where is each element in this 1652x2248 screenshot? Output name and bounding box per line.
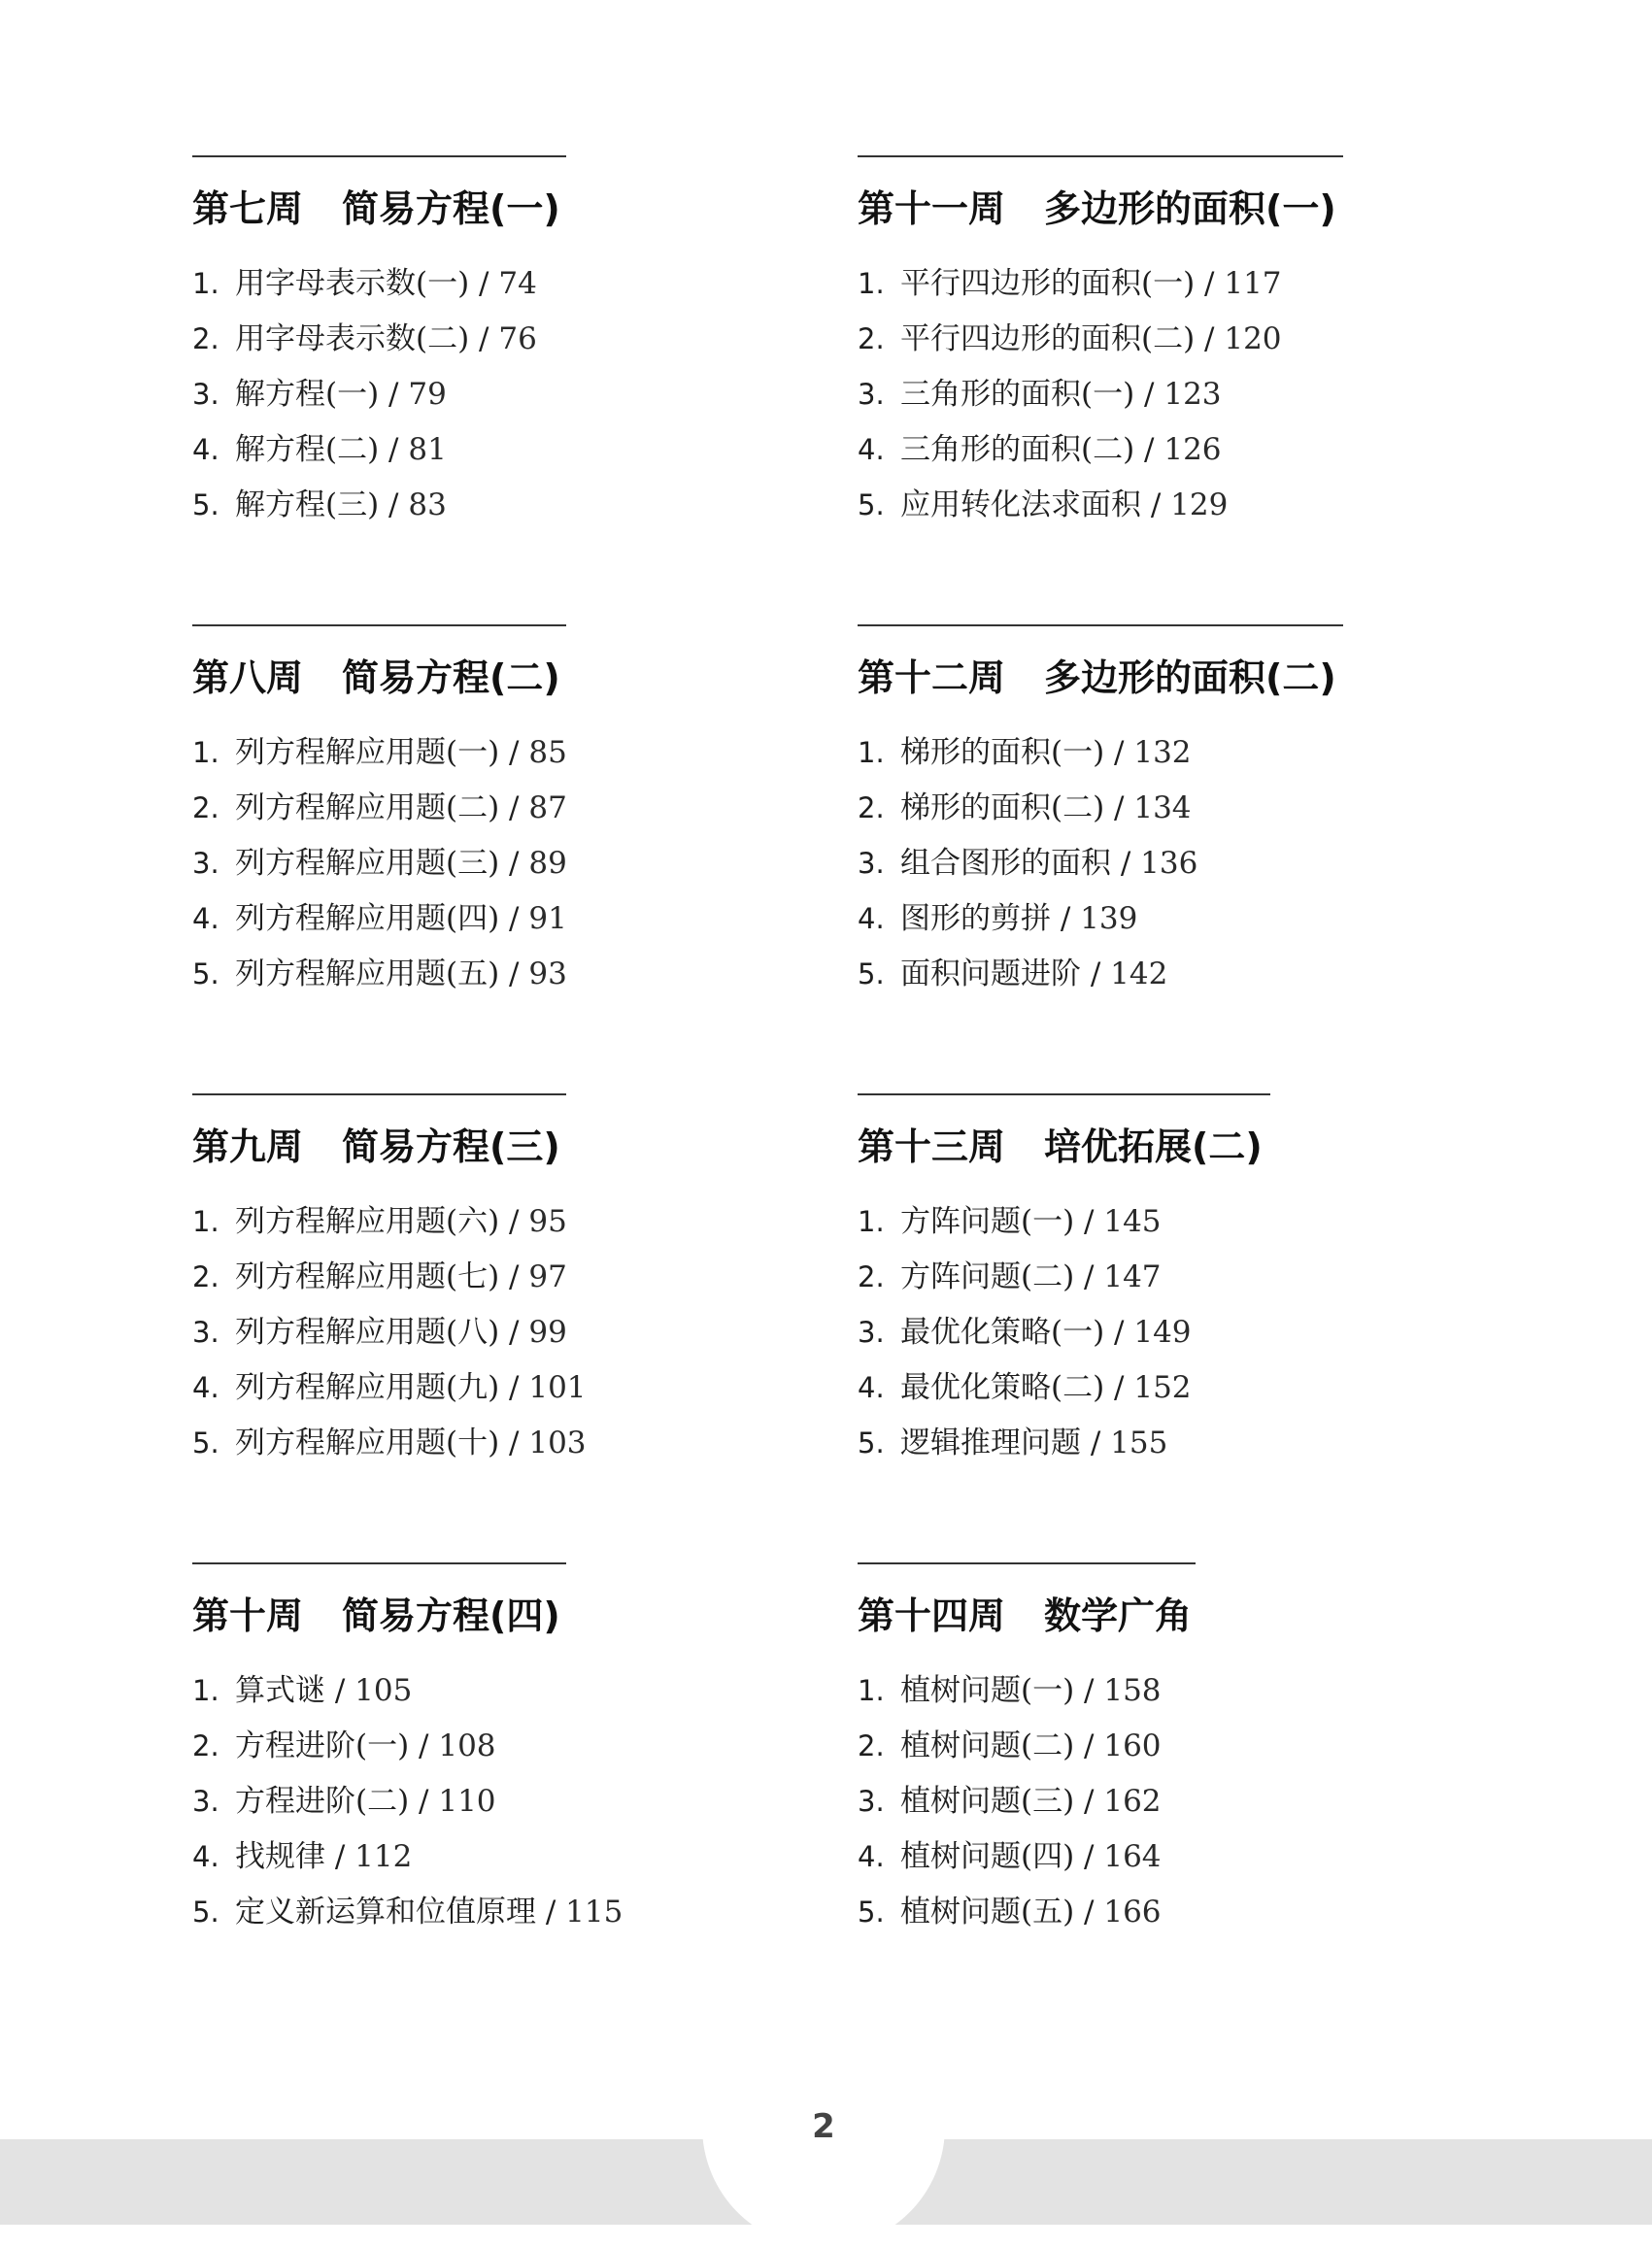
toc-list bbox=[858, 725, 1343, 1002]
entry-separator: / bbox=[1074, 1784, 1104, 1819]
entry-separator: / bbox=[1081, 1426, 1111, 1460]
entry-page: 117 bbox=[1224, 266, 1282, 301]
toc-list bbox=[858, 1663, 1196, 1940]
toc-entry bbox=[858, 1774, 1196, 1829]
toc-list bbox=[192, 725, 567, 1002]
toc-entry bbox=[858, 1885, 1196, 1940]
entry-page: 134 bbox=[1133, 790, 1192, 825]
entry-page: 158 bbox=[1103, 1673, 1162, 1708]
entry-number: 2. bbox=[858, 1260, 885, 1293]
entry-page: 160 bbox=[1103, 1728, 1162, 1763]
week-label: 第七周 bbox=[192, 187, 304, 230]
entry-title: 定义新运算和位值原理 bbox=[235, 1895, 536, 1929]
section-heading bbox=[858, 186, 1343, 231]
entry-page: 112 bbox=[354, 1839, 413, 1874]
toc-list bbox=[192, 1194, 587, 1471]
entry-page: 164 bbox=[1103, 1839, 1162, 1874]
entry-title: 逻辑推理问题 bbox=[900, 1426, 1081, 1460]
toc-entry bbox=[858, 1250, 1270, 1305]
entry-title: 列方程解应用题(八) bbox=[235, 1315, 500, 1350]
entry-separator: / bbox=[379, 377, 409, 412]
entry-page: 139 bbox=[1080, 901, 1138, 936]
entry-page: 115 bbox=[565, 1895, 624, 1929]
entry-title: 方程进阶(二) bbox=[235, 1784, 410, 1819]
entry-title: 梯形的面积(一) bbox=[900, 735, 1105, 770]
entry-title: 方程进阶(一) bbox=[235, 1728, 410, 1763]
entry-separator: / bbox=[1104, 735, 1134, 770]
entry-separator: / bbox=[1081, 956, 1111, 991]
entry-page: 145 bbox=[1103, 1204, 1162, 1239]
section-rule bbox=[858, 1562, 1196, 1564]
entry-number: 4. bbox=[192, 433, 219, 466]
section-title: 简易方程(三) bbox=[342, 1125, 560, 1168]
entry-page: 108 bbox=[438, 1728, 496, 1763]
entry-number: 4. bbox=[192, 1840, 219, 1873]
entry-separator: / bbox=[499, 956, 529, 991]
toc-section bbox=[192, 1093, 587, 1471]
toc-entry bbox=[192, 947, 567, 1002]
entry-page: 166 bbox=[1103, 1895, 1162, 1929]
entry-title: 三角形的面积(一) bbox=[900, 377, 1135, 412]
entry-separator: / bbox=[1074, 1839, 1104, 1874]
week-label: 第八周 bbox=[192, 656, 304, 699]
entry-number: 3. bbox=[858, 378, 885, 411]
toc-entry bbox=[192, 1663, 623, 1719]
toc-entry bbox=[192, 478, 566, 533]
entry-page: 97 bbox=[528, 1259, 567, 1294]
entry-number: 4. bbox=[192, 1371, 219, 1404]
entry-page: 85 bbox=[528, 735, 567, 770]
entry-page: 129 bbox=[1170, 487, 1229, 522]
toc-entry bbox=[192, 367, 566, 422]
entry-number: 5. bbox=[192, 957, 219, 990]
entry-number: 3. bbox=[858, 847, 885, 880]
entry-title: 面积问题进阶 bbox=[900, 956, 1081, 991]
entry-separator: / bbox=[1074, 1895, 1104, 1929]
entry-title: 梯形的面积(二) bbox=[900, 790, 1105, 825]
entry-number: 4. bbox=[858, 902, 885, 935]
entry-number: 1. bbox=[192, 1205, 219, 1238]
entry-number: 1. bbox=[858, 736, 885, 769]
entry-number: 4. bbox=[858, 1840, 885, 1873]
entry-number: 3. bbox=[192, 378, 219, 411]
entry-number: 3. bbox=[192, 1785, 219, 1818]
entry-page: 89 bbox=[528, 846, 567, 881]
entry-separator: / bbox=[1104, 1370, 1134, 1405]
entry-separator: / bbox=[499, 735, 529, 770]
entry-title: 方阵问题(二) bbox=[900, 1259, 1075, 1294]
toc-entry bbox=[858, 1416, 1270, 1471]
entry-separator: / bbox=[1134, 432, 1164, 467]
entry-separator: / bbox=[499, 1426, 529, 1460]
entry-title: 列方程解应用题(四) bbox=[235, 901, 500, 936]
entry-title: 找规律 bbox=[235, 1839, 325, 1874]
entry-page: 136 bbox=[1140, 846, 1198, 881]
toc-entry bbox=[192, 1194, 587, 1250]
entry-separator: / bbox=[409, 1784, 439, 1819]
entry-title: 解方程(三) bbox=[235, 487, 380, 522]
entry-page: 105 bbox=[354, 1673, 413, 1708]
entry-number: 3. bbox=[192, 1316, 219, 1349]
page-number: 2 bbox=[812, 2107, 835, 2146]
entry-page: 162 bbox=[1103, 1784, 1162, 1819]
entry-separator: / bbox=[536, 1895, 566, 1929]
section-rule bbox=[192, 624, 566, 626]
entry-separator: / bbox=[1074, 1259, 1104, 1294]
entry-separator: / bbox=[499, 790, 529, 825]
entry-title: 组合图形的面积 bbox=[900, 846, 1111, 881]
toc-entry bbox=[192, 781, 567, 836]
entry-page: 110 bbox=[438, 1784, 496, 1819]
entry-separator: / bbox=[1104, 790, 1134, 825]
entry-title: 列方程解应用题(七) bbox=[235, 1259, 500, 1294]
entry-title: 列方程解应用题(五) bbox=[235, 956, 500, 991]
entry-number: 1. bbox=[192, 1674, 219, 1707]
toc-entry bbox=[858, 312, 1343, 367]
toc-section bbox=[192, 1562, 623, 1940]
section-title: 简易方程(四) bbox=[342, 1594, 560, 1637]
entry-separator: / bbox=[1195, 266, 1225, 301]
entry-page: 93 bbox=[528, 956, 567, 991]
toc-section bbox=[858, 1562, 1196, 1940]
toc-entry bbox=[192, 1774, 623, 1829]
entry-page: 91 bbox=[528, 901, 567, 936]
section-title: 培优拓展(二) bbox=[1044, 1125, 1263, 1168]
entry-separator: / bbox=[469, 321, 499, 356]
toc-list bbox=[192, 1663, 623, 1940]
entry-separator: / bbox=[1074, 1728, 1104, 1763]
entry-separator: / bbox=[499, 846, 529, 881]
entry-title: 列方程解应用题(一) bbox=[235, 735, 500, 770]
entry-separator: / bbox=[499, 1370, 529, 1405]
toc-entry bbox=[858, 1719, 1196, 1774]
entry-title: 列方程解应用题(九) bbox=[235, 1370, 500, 1405]
entry-page: 155 bbox=[1110, 1426, 1168, 1460]
entry-number: 5. bbox=[192, 1896, 219, 1929]
toc-entry bbox=[858, 781, 1343, 836]
entry-page: 87 bbox=[528, 790, 567, 825]
section-rule bbox=[858, 1093, 1270, 1095]
entry-number: 2. bbox=[858, 1729, 885, 1762]
toc-entry bbox=[858, 1829, 1196, 1885]
toc-list bbox=[192, 256, 566, 533]
toc-entry bbox=[192, 891, 567, 947]
week-label: 第十二周 bbox=[858, 656, 1006, 699]
entry-number: 3. bbox=[858, 1785, 885, 1818]
entry-page: 81 bbox=[408, 432, 447, 467]
section-heading bbox=[858, 1594, 1196, 1638]
entry-number: 5. bbox=[192, 1426, 219, 1460]
week-label: 第九周 bbox=[192, 1125, 304, 1168]
toc-section bbox=[192, 155, 566, 533]
section-heading bbox=[192, 1594, 623, 1638]
entry-title: 植树问题(四) bbox=[900, 1839, 1075, 1874]
entry-number: 5. bbox=[858, 488, 885, 521]
entry-page: 142 bbox=[1110, 956, 1168, 991]
entry-title: 三角形的面积(二) bbox=[900, 432, 1135, 467]
entry-separator: / bbox=[1051, 901, 1081, 936]
entry-separator: / bbox=[325, 1839, 355, 1874]
entry-title: 植树问题(五) bbox=[900, 1895, 1075, 1929]
toc-entry bbox=[858, 891, 1343, 947]
entry-number: 2. bbox=[192, 322, 219, 355]
entry-title: 平行四边形的面积(一) bbox=[900, 266, 1196, 301]
entry-page: 132 bbox=[1133, 735, 1192, 770]
toc-list bbox=[858, 1194, 1270, 1471]
section-heading bbox=[192, 1124, 587, 1169]
toc-entry bbox=[858, 725, 1343, 781]
entry-title: 列方程解应用题(十) bbox=[235, 1426, 500, 1460]
entry-title: 算式谜 bbox=[235, 1673, 325, 1708]
section-heading bbox=[192, 655, 567, 700]
section-title: 简易方程(二) bbox=[342, 656, 560, 699]
entry-number: 2. bbox=[192, 1729, 219, 1762]
entry-number: 3. bbox=[192, 847, 219, 880]
entry-title: 列方程解应用题(三) bbox=[235, 846, 500, 881]
week-label: 第十一周 bbox=[858, 187, 1006, 230]
entry-separator: / bbox=[1141, 487, 1171, 522]
entry-number: 2. bbox=[192, 791, 219, 824]
toc-entry bbox=[192, 725, 567, 781]
toc-entry bbox=[192, 1719, 623, 1774]
entry-title: 最优化策略(一) bbox=[900, 1315, 1105, 1350]
entry-title: 植树问题(一) bbox=[900, 1673, 1075, 1708]
entry-page: 76 bbox=[498, 321, 537, 356]
entry-page: 120 bbox=[1224, 321, 1282, 356]
entry-page: 103 bbox=[528, 1426, 587, 1460]
entry-separator: / bbox=[409, 1728, 439, 1763]
entry-separator: / bbox=[1074, 1673, 1104, 1708]
toc-entry bbox=[192, 836, 567, 891]
toc-entry bbox=[192, 1305, 587, 1360]
entry-number: 4. bbox=[858, 1371, 885, 1404]
entry-title: 图形的剪拼 bbox=[900, 901, 1051, 936]
week-label: 第十周 bbox=[192, 1594, 304, 1637]
entry-title: 列方程解应用题(二) bbox=[235, 790, 500, 825]
entry-page: 83 bbox=[408, 487, 447, 522]
entry-separator: / bbox=[325, 1673, 355, 1708]
toc-entry bbox=[858, 947, 1343, 1002]
toc-entry bbox=[192, 1829, 623, 1885]
entry-page: 95 bbox=[528, 1204, 567, 1239]
toc-entry bbox=[858, 422, 1343, 478]
entry-title: 植树问题(三) bbox=[900, 1784, 1075, 1819]
toc-entry bbox=[192, 256, 566, 312]
toc-entry bbox=[192, 1360, 587, 1416]
entry-number: 1. bbox=[858, 1674, 885, 1707]
entry-separator: / bbox=[1111, 846, 1141, 881]
entry-separator: / bbox=[499, 901, 529, 936]
entry-separator: / bbox=[499, 1204, 529, 1239]
section-title: 简易方程(一) bbox=[342, 187, 560, 230]
entry-number: 2. bbox=[858, 322, 885, 355]
entry-title: 方阵问题(一) bbox=[900, 1204, 1075, 1239]
toc-entry bbox=[858, 1360, 1270, 1416]
entry-separator: / bbox=[379, 432, 409, 467]
section-heading bbox=[858, 655, 1343, 700]
toc-entry bbox=[858, 836, 1343, 891]
entry-number: 2. bbox=[192, 1260, 219, 1293]
toc-entry bbox=[192, 1885, 623, 1940]
entry-page: 147 bbox=[1103, 1259, 1162, 1294]
entry-number: 2. bbox=[858, 791, 885, 824]
entry-number: 5. bbox=[858, 1426, 885, 1460]
entry-number: 1. bbox=[858, 1205, 885, 1238]
section-title: 数学广角 bbox=[1044, 1594, 1193, 1637]
entry-separator: / bbox=[1134, 377, 1164, 412]
section-heading bbox=[858, 1124, 1270, 1169]
toc-section bbox=[858, 1093, 1270, 1471]
entry-page: 126 bbox=[1163, 432, 1222, 467]
entry-number: 1. bbox=[858, 267, 885, 300]
entry-page: 99 bbox=[528, 1315, 567, 1350]
section-rule bbox=[192, 155, 566, 157]
entry-title: 植树问题(二) bbox=[900, 1728, 1075, 1763]
entry-number: 3. bbox=[858, 1316, 885, 1349]
week-label: 第十四周 bbox=[858, 1594, 1006, 1637]
toc-entry bbox=[858, 1305, 1270, 1360]
toc-section bbox=[858, 624, 1343, 1002]
entry-page: 74 bbox=[498, 266, 537, 301]
entry-number: 4. bbox=[858, 433, 885, 466]
toc-entry bbox=[192, 1250, 587, 1305]
entry-number: 1. bbox=[192, 267, 219, 300]
toc-section bbox=[858, 155, 1343, 533]
entry-number: 4. bbox=[192, 902, 219, 935]
entry-page: 79 bbox=[408, 377, 447, 412]
toc-entry bbox=[192, 312, 566, 367]
toc-list bbox=[858, 256, 1343, 533]
entry-separator: / bbox=[1195, 321, 1225, 356]
toc-entry bbox=[858, 256, 1343, 312]
section-rule bbox=[858, 155, 1343, 157]
section-rule bbox=[858, 624, 1343, 626]
entry-title: 解方程(一) bbox=[235, 377, 380, 412]
entry-title: 用字母表示数(二) bbox=[235, 321, 470, 356]
toc-entry bbox=[858, 367, 1343, 422]
entry-number: 1. bbox=[192, 736, 219, 769]
entry-separator: / bbox=[499, 1259, 529, 1294]
entry-page: 152 bbox=[1133, 1370, 1192, 1405]
section-title: 多边形的面积(二) bbox=[1044, 656, 1336, 699]
week-label: 第十三周 bbox=[858, 1125, 1006, 1168]
toc-entry bbox=[858, 1194, 1270, 1250]
toc-entry bbox=[858, 478, 1343, 533]
toc-entry bbox=[192, 422, 566, 478]
entry-title: 平行四边形的面积(二) bbox=[900, 321, 1196, 356]
toc-section bbox=[192, 624, 567, 1002]
entry-number: 5. bbox=[858, 1896, 885, 1929]
entry-separator: / bbox=[1104, 1315, 1134, 1350]
entry-separator: / bbox=[469, 266, 499, 301]
entry-number: 5. bbox=[858, 957, 885, 990]
entry-separator: / bbox=[379, 487, 409, 522]
section-rule bbox=[192, 1093, 566, 1095]
entry-separator: / bbox=[1074, 1204, 1104, 1239]
entry-page: 123 bbox=[1163, 377, 1222, 412]
section-heading bbox=[192, 186, 566, 231]
section-rule bbox=[192, 1562, 566, 1564]
entry-number: 5. bbox=[192, 488, 219, 521]
entry-title: 列方程解应用题(六) bbox=[235, 1204, 500, 1239]
entry-page: 149 bbox=[1133, 1315, 1192, 1350]
entry-title: 解方程(二) bbox=[235, 432, 380, 467]
entry-title: 用字母表示数(一) bbox=[235, 266, 470, 301]
entry-page: 101 bbox=[528, 1370, 587, 1405]
entry-title: 最优化策略(二) bbox=[900, 1370, 1105, 1405]
toc-entry bbox=[192, 1416, 587, 1471]
entry-separator: / bbox=[499, 1315, 529, 1350]
section-title: 多边形的面积(一) bbox=[1044, 187, 1336, 230]
toc-entry bbox=[858, 1663, 1196, 1719]
entry-title: 应用转化法求面积 bbox=[900, 487, 1141, 522]
